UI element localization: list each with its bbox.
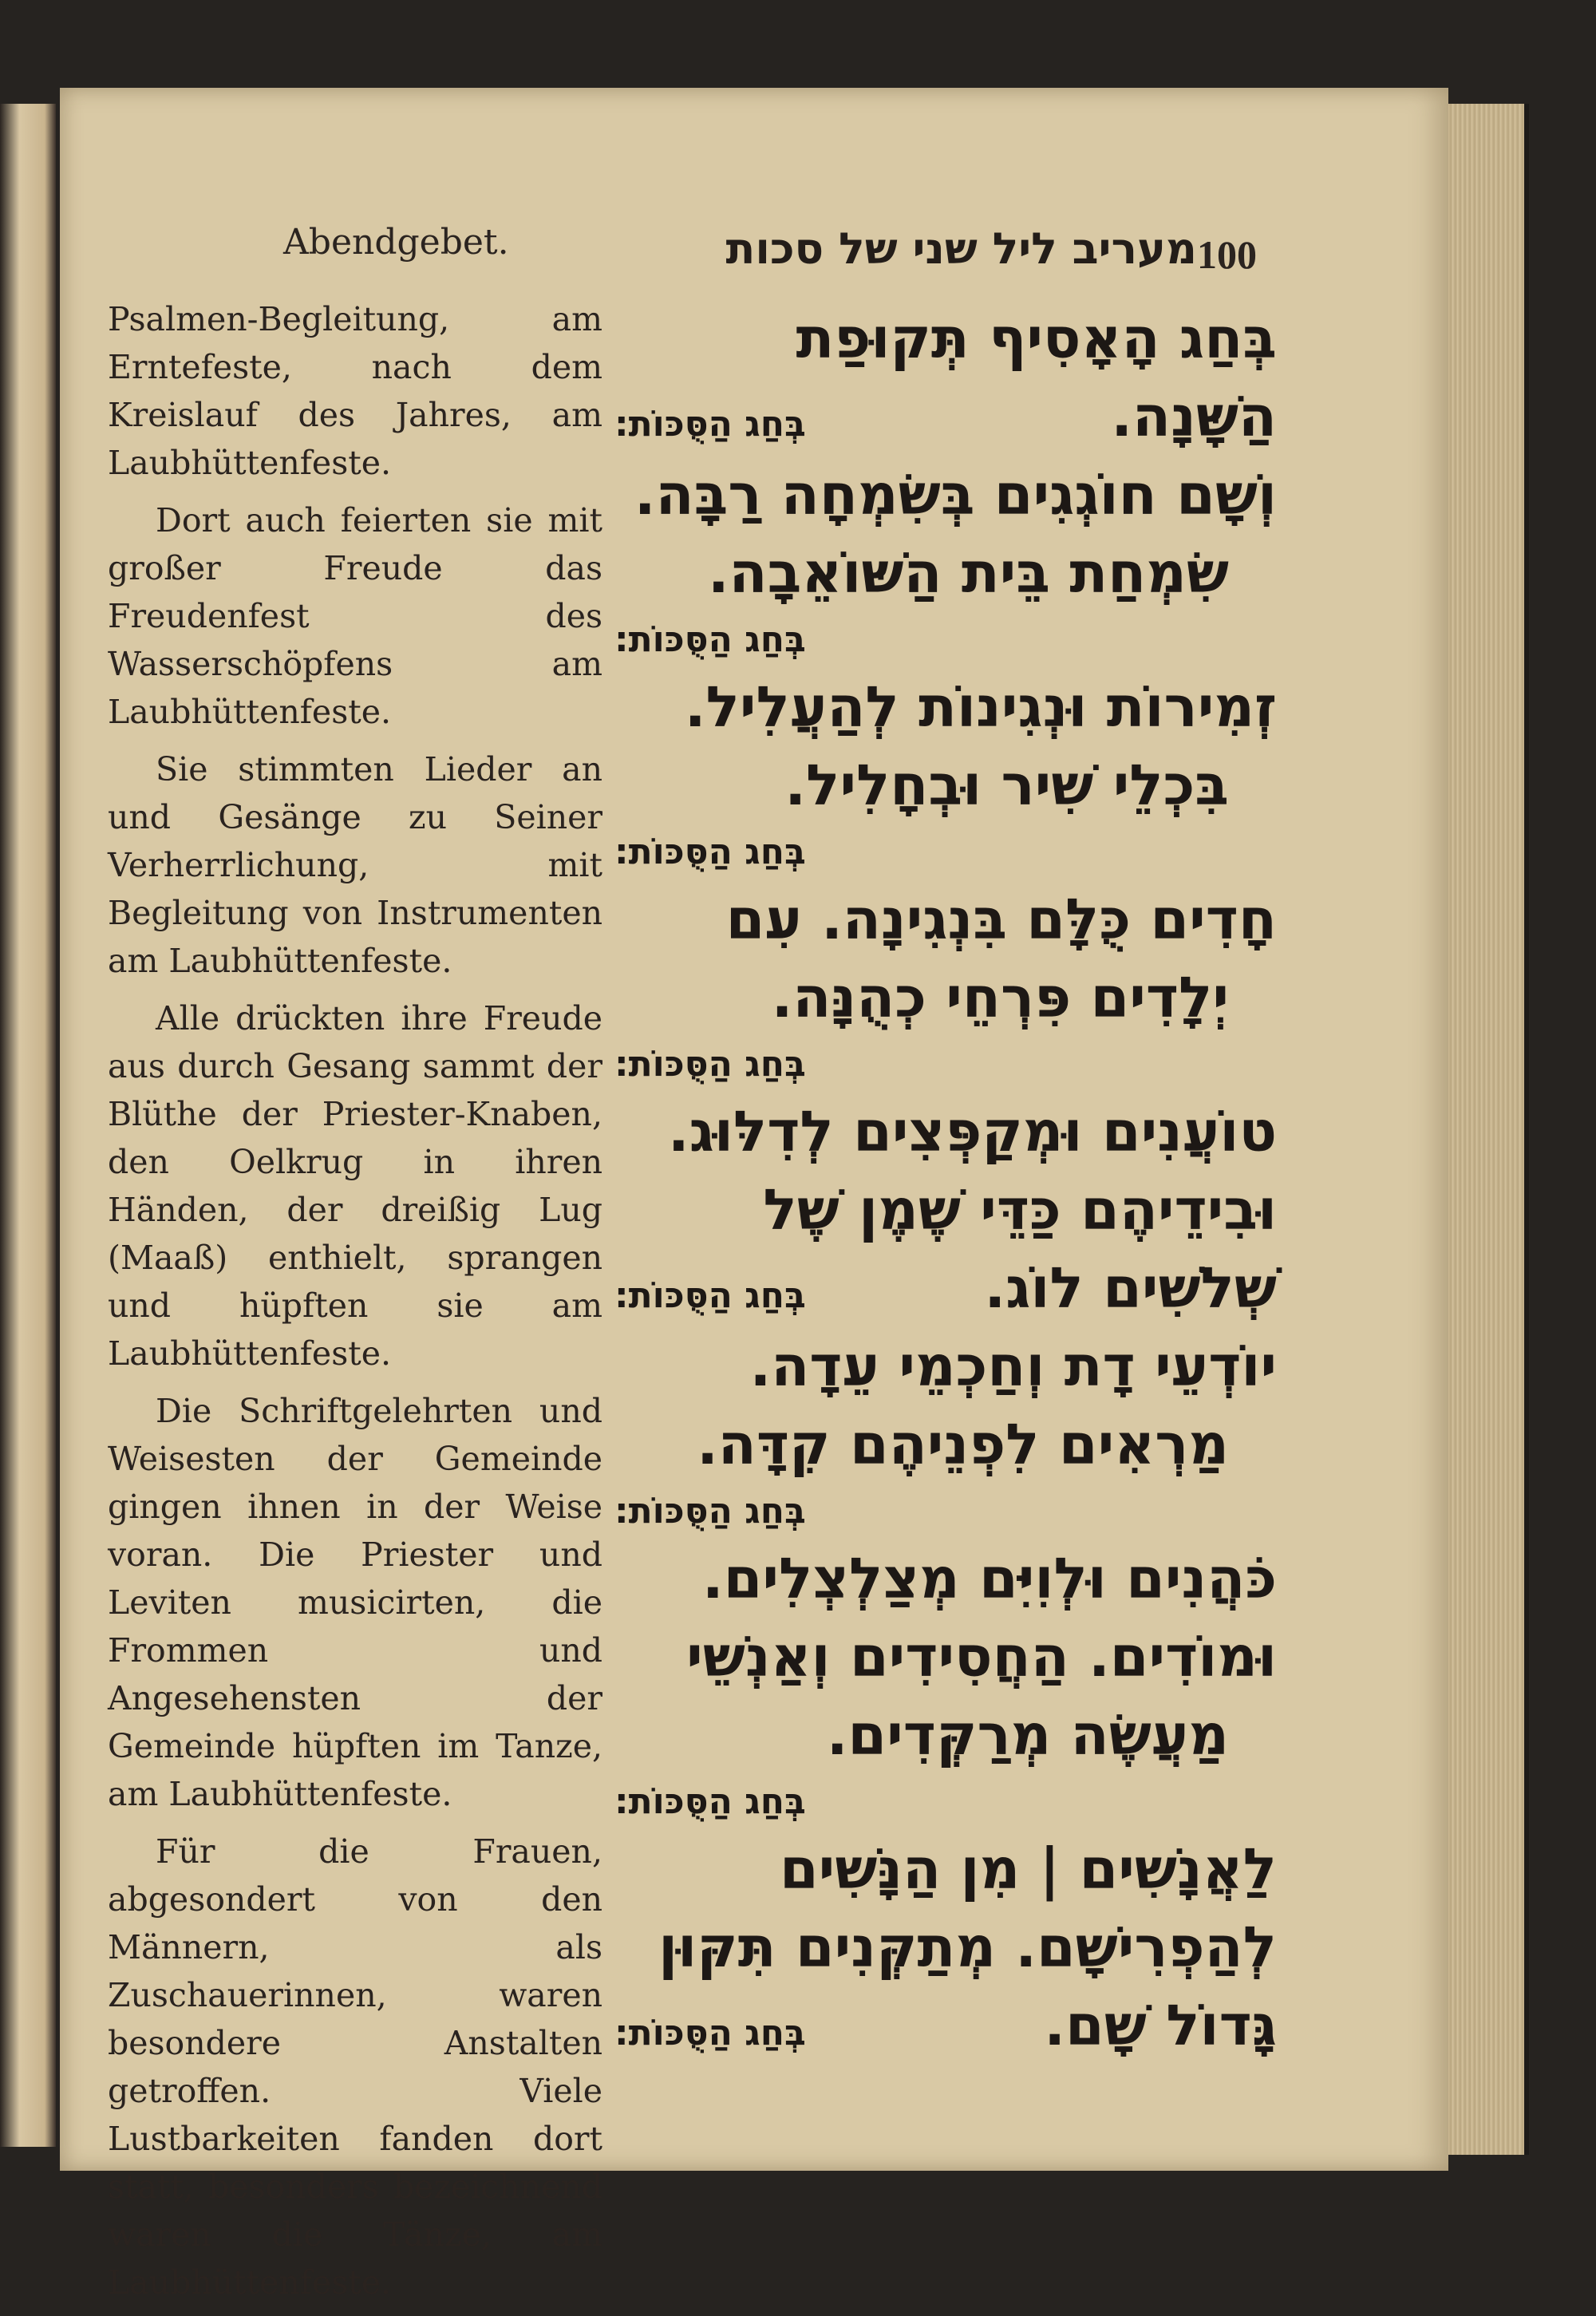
page-stack-edge: [1448, 104, 1529, 2155]
page-number: 100: [1197, 232, 1257, 277]
running-head-hebrew: מעריב ליל שני של סכות: [725, 223, 1197, 274]
running-head-german: Abendgebet.: [283, 222, 509, 263]
hebrew-line: בְּחַג הָאָסִיף תְּקוּפַת: [796, 306, 1277, 371]
hebrew-line: וּמוֹדִים. הַחֲסִידִים וְאַנְשֵׁי: [686, 1624, 1277, 1690]
hebrew-piyyut-column: [614, 299, 1277, 2065]
hebrew-line: כֹּהֲנִים וּלְוִיִּם מְצַלְצְלִים.: [702, 1546, 1277, 1611]
hebrew-line: וְשָׁם חוֹגְגִים בְּשִׂמְחָה רַבָּה.: [634, 462, 1277, 528]
hebrew-line: יוֹדְעֵי דָת וְחַכְמֵי עֵדָה.: [749, 1334, 1277, 1399]
hebrew-refrain: בְּחַג הַסֻּכּוֹת:: [614, 1491, 806, 1531]
german-paragraph: Für die Frauen, abgesondert von den Männern, als Zuschauerinnen, waren besondere Anstalten getroffen. Viele Lustbarkeiten fanden dort statt, besonders bezeichnend waren die Tänze, am Laubhüttenfeste.: [108, 1832, 602, 2302]
hebrew-line: שִׂמְחַת בֵּית הַשּׁוֹאֵבָה.: [707, 540, 1229, 606]
hebrew-refrain: בְּחַג הַסֻּכּוֹת:: [614, 2013, 806, 2053]
german-paragraph: Sie stimmten Lieder an und Gesänge zu Seiner Verherrlichung, mit Begleitung von Instrumenten am Laubhüttenfeste.: [108, 750, 602, 980]
hebrew-refrain: בְּחַג הַסֻּכּוֹת:: [614, 1275, 806, 1316]
hebrew-refrain: בְּחַג הַסֻּכּוֹת:: [614, 1781, 806, 1822]
german-paragraph: Dort auch feierten sie mit großer Freude das Freudenfest des Wasserschöpfens am Laubhüttenfeste.: [108, 501, 602, 731]
hebrew-line: הַשָּׁנָה.: [1111, 384, 1277, 449]
hebrew-refrain: בְּחַג הַסֻּכּוֹת:: [614, 832, 806, 872]
german-paragraph: Alle drückten ihre Freude aus durch Gesang sammt der Blüthe der Priester-Knaben, den Oelkrug in ihren Händen, der dreißig Lug (Maaß) enthielt, sprangen und hüpften sie am Laubhüttenfeste.: [108, 999, 602, 1373]
hebrew-line: בִּכְלֵי שִׁיר וּבְחָלִיל.: [784, 753, 1229, 818]
hebrew-line: יְלָדִים פִּרְחֵי כְהֻנָּה.: [771, 965, 1229, 1030]
hebrew-line: מַעֲשֶׂה מְרַקְּדִים.: [826, 1702, 1229, 1768]
german-translation-column: [108, 295, 602, 2316]
hebrew-line: שְׁלֹשִׁים לוֹג.: [984, 1255, 1277, 1321]
hebrew-refrain: בְּחַג הַסֻּכּוֹת:: [614, 619, 806, 660]
hebrew-line: זְמִירוֹת וּנְגִינוֹת לְהַעֲלִיל.: [684, 674, 1277, 740]
hebrew-refrain: בְּחַג הַסֻּכּוֹת:: [614, 404, 806, 445]
hebrew-line: וּבִידֵיהֶם כַּדֵּי שֶׁמֶן שֶׁל: [763, 1177, 1277, 1243]
hebrew-line: לְהַפְרִישָׁם. מְתַקְּנִים תִּקּוּן: [658, 1915, 1277, 1980]
previous-page-edge: [0, 104, 56, 2147]
hebrew-line: חָדִים כֻּלָּם בִּנְגִינָה. עִם: [725, 887, 1277, 952]
german-paragraph: Die Schriftgelehrten und Weisesten der Gemeinde gingen ihnen in der Weise voran. Die Priester und Leviten musicirten, die Frommen und Angesehensten der Gemeinde hüpften im Tanze, am Laubhüttenfeste.: [108, 1392, 602, 1813]
hebrew-refrain: בְּחַג הַסֻּכּוֹת:: [614, 1044, 806, 1085]
german-paragraph: Psalmen-Begleitung, am Erntefeste, nach dem Kreislauf des Jahres, am Laubhüttenfeste.: [108, 300, 602, 482]
hebrew-line: לַאֲנָשִׁים | מִן הַנָּשִׁים: [779, 1836, 1277, 1902]
hebrew-line: טוֹעֲנִים וּמְקַפְּצִים לְדִלּוּג.: [668, 1099, 1277, 1164]
hebrew-line: מַרְאִים לִפְנֵיהֶם קִדָּה.: [697, 1412, 1229, 1477]
hebrew-line: גָּדוֹל שָׁם.: [1044, 1993, 1277, 2058]
